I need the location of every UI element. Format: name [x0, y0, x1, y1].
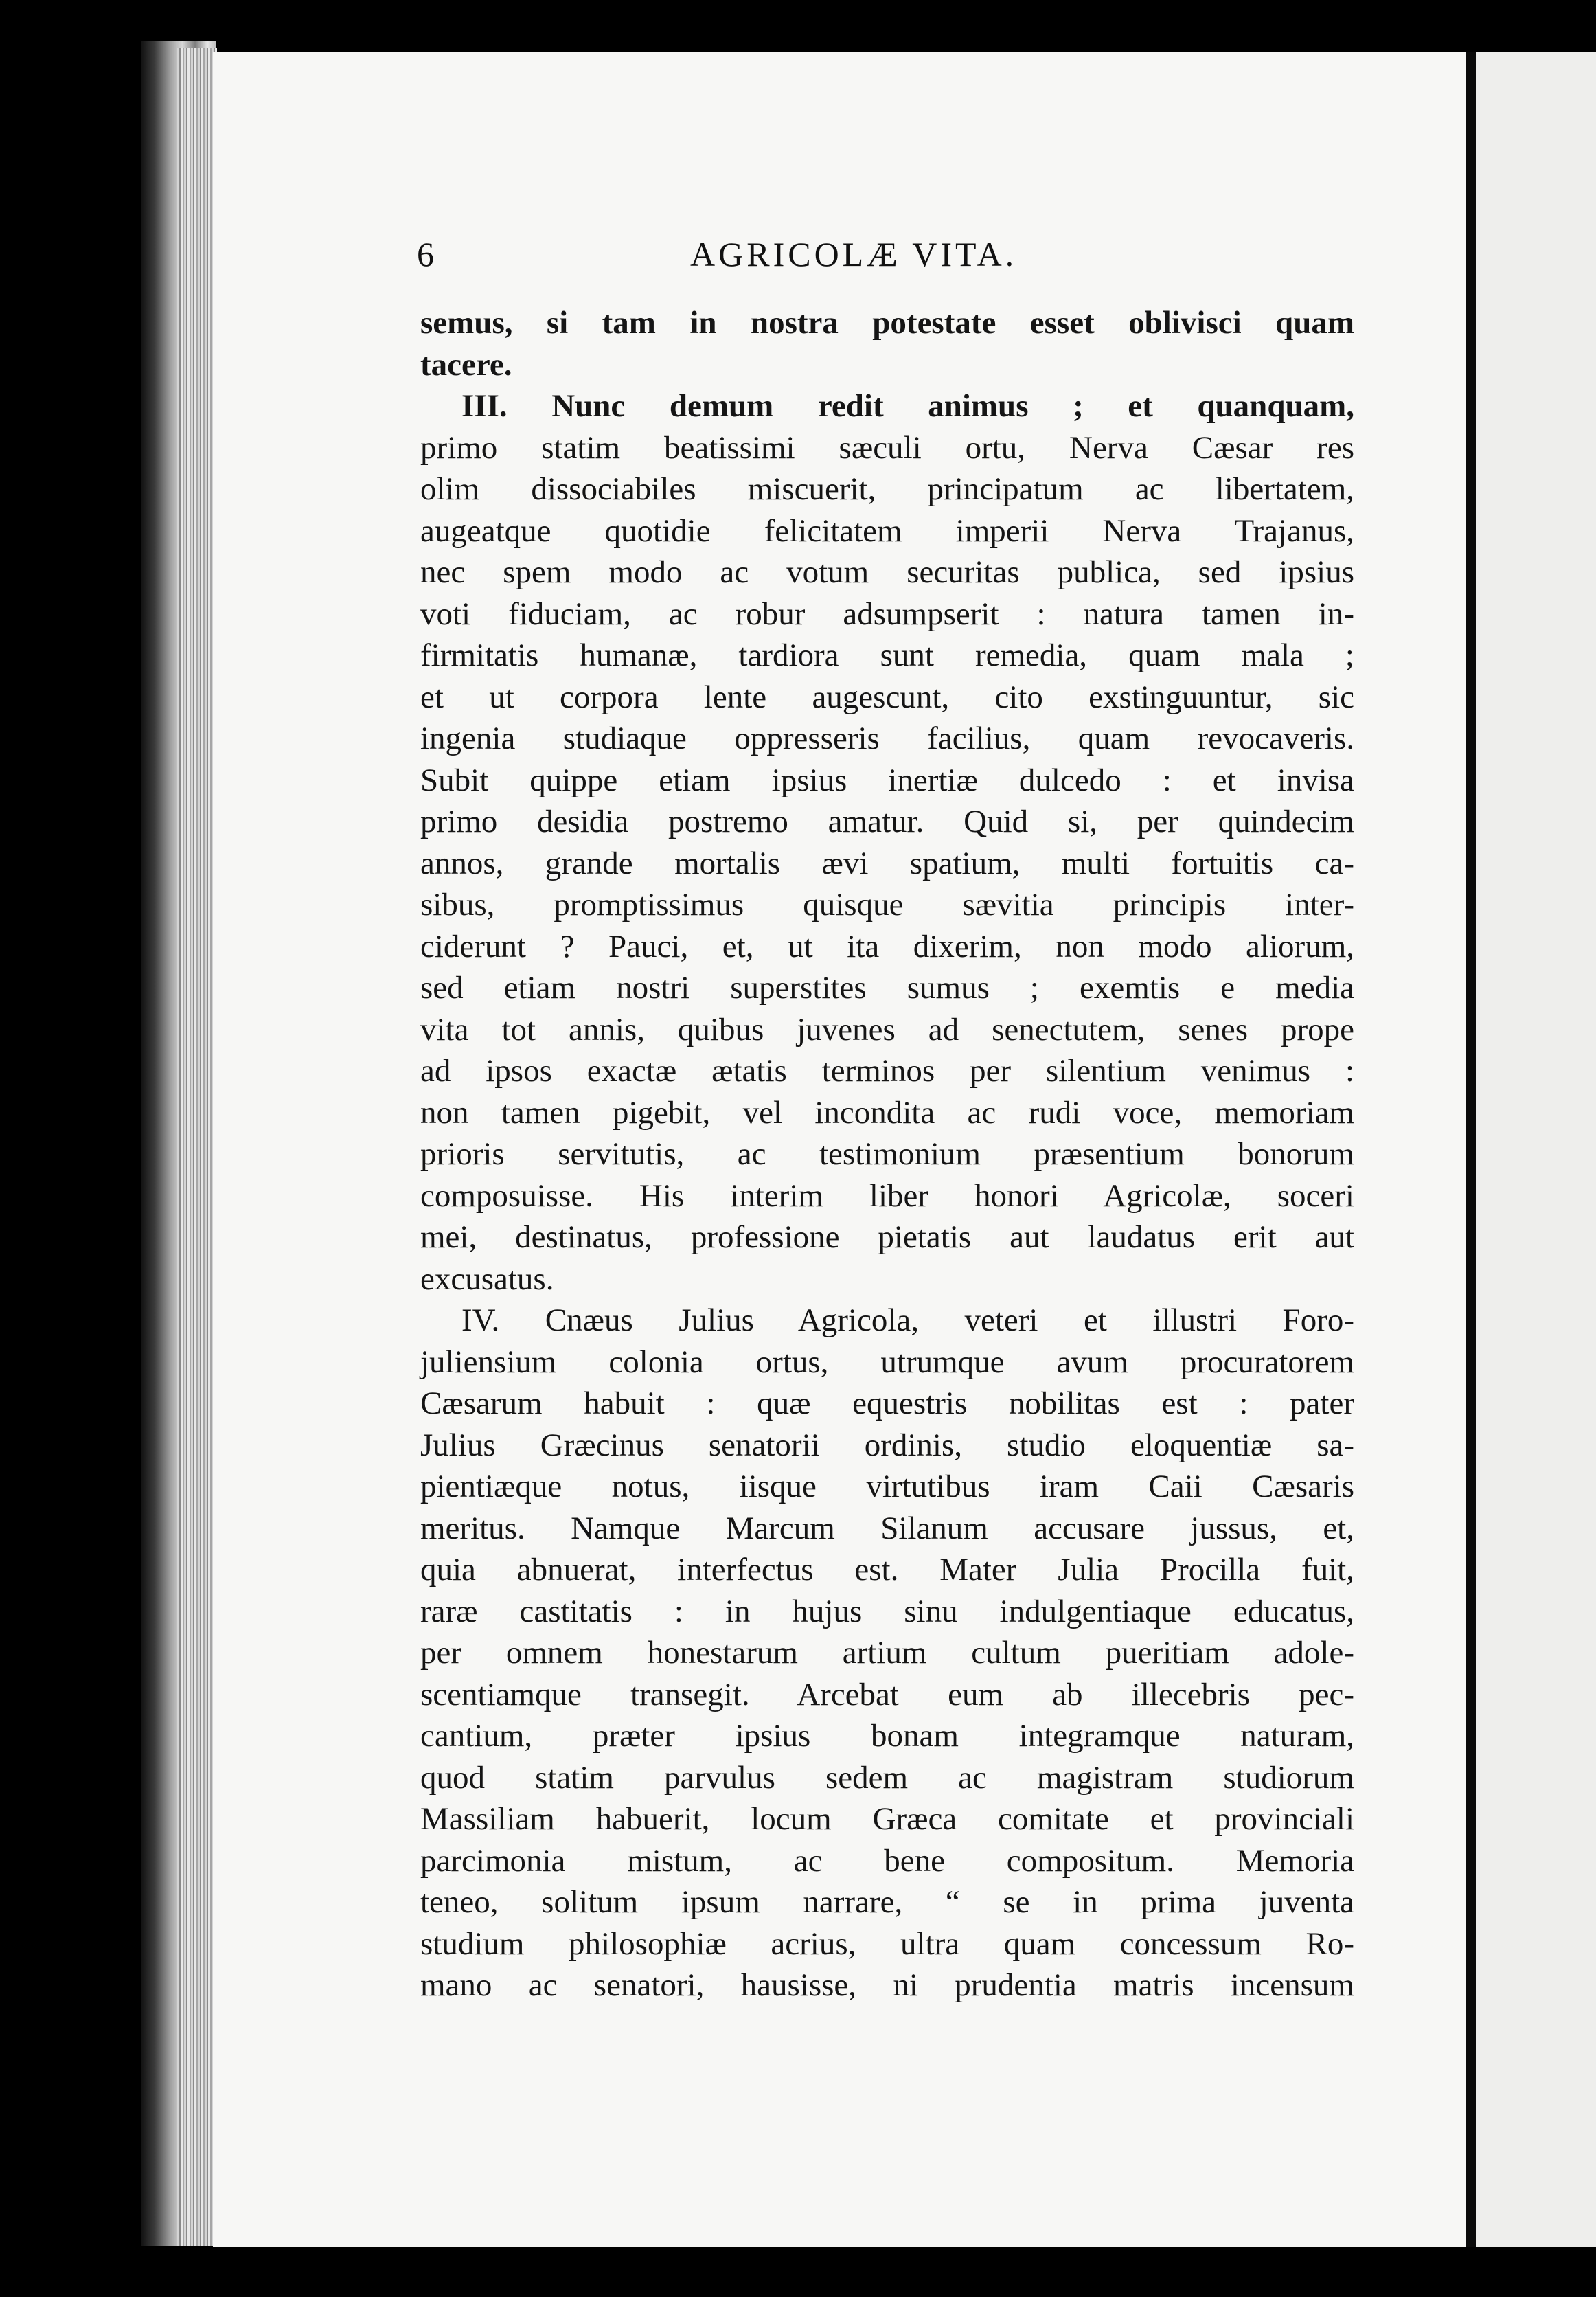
page-gutter-shadow [1466, 52, 1476, 2247]
page-edges [177, 48, 217, 2246]
text-line: primo desidia postremo amatur. Quid si, per quindecim [420, 804, 1354, 839]
running-title-text: AGRICOLÆ VITA. [690, 235, 1018, 273]
text-line: ad ipsos exactæ ætatis terminos per silentium venimus : [420, 1053, 1354, 1089]
text-line: non tamen pigebit, vel incondita ac rudi voce, memoriam [420, 1094, 1354, 1131]
text-line: III. Nunc demum redit animus ; et quanquam, [461, 388, 1354, 424]
text-line: voti fiduciam, ac robur adsumpserit : natura tamen in- [420, 596, 1354, 632]
text-line: meritus. Namque Marcum Silanum accusare jussus, et, [420, 1510, 1354, 1546]
text-line: ingenia studiaque oppresseris facilius, quam revocaveris. [420, 721, 1354, 756]
text-line: composuisse. His interim liber honori Agricolæ, soceri [420, 1177, 1354, 1214]
text-line: semus, si tam in nostra potestate esset oblivisci quam [420, 305, 1354, 341]
text-line: augeatque quotidie felicitatem imperii Nerva Trajanus, [420, 512, 1354, 549]
text-line: per omnem honestarum artium cultum pueritiam adole- [420, 1635, 1354, 1671]
text-line: sed etiam nostri superstites sumus ; exemtis e media [420, 970, 1354, 1006]
text-line: olim dissociabiles miscuerit, principatum ac libertatem, [420, 471, 1354, 507]
text-line: firmitatis humanæ, tardiora sunt remedia, quam mala ; [420, 637, 1354, 673]
text-line: annos, grande mortalis ævi spatium, multi fortuitis ca- [420, 845, 1354, 881]
text-line: parcimonia mistum, ac bene compositum. Memoria [420, 1842, 1354, 1879]
text-line: Julius Græcinus senatorii ordinis, studio eloquentiæ sa- [420, 1427, 1354, 1463]
page-number: 6 [417, 235, 434, 273]
text-line: pientiæque notus, iisque virtutibus iram Caii Cæsaris [420, 1469, 1354, 1504]
text-line: Subit quippe etiam ipsius inertiæ dulcedo : et invisa [420, 762, 1354, 798]
text-line: scentiamque transegit. Arcebat eum ab illecebris pec- [420, 1676, 1354, 1712]
text-line: quod statim parvulus sedem ac magistram studiorum [420, 1759, 1354, 1796]
text-line: mei, destinatus, professione pietatis aut laudatus erit aut [420, 1219, 1354, 1255]
text-line: IV. Cnæus Julius Agricola, veteri et illustri Foro- [461, 1302, 1354, 1338]
text-line: primo statim beatissimi sæculi ortu, Nerva Cæsar res [420, 429, 1354, 466]
text-line: quia abnuerat, interfectus est. Mater Julia Procilla fuit, [420, 1552, 1354, 1587]
text-line: cantium, præter ipsius bonam integramque naturam, [420, 1718, 1354, 1754]
body-text [420, 302, 1354, 2006]
text-line: raræ castitatis : in hujus sinu indulgentiaque educatus, [420, 1593, 1354, 1629]
facing-page-edge [1476, 52, 1596, 2247]
text-line: nec spem modo ac votum securitas publica, sed ipsius [420, 554, 1354, 590]
running-title [690, 227, 1102, 282]
text-line: Massiliam habuerit, locum Græca comitate et provinciali [420, 1801, 1354, 1837]
text-line: excusatus. [420, 1260, 554, 1297]
text-line: studium philosophiæ acrius, ultra quam concessum Ro- [420, 1925, 1354, 1962]
text-line: juliensium colonia ortus, utrumque avum procuratorem [420, 1344, 1354, 1380]
text-line: teneo, solitum ipsum narrare, “ se in prima juventa [420, 1884, 1354, 1920]
text-line: Cæsarum habuit : quæ equestris nobilitas est : pater [420, 1385, 1354, 1421]
text-line: ciderunt ? Pauci, et, ut ita dixerim, non modo aliorum, [420, 928, 1354, 964]
text-line: vita tot annis, quibus juvenes ad senectutem, senes prope [420, 1011, 1354, 1048]
text-line: sibus, promptissimus quisque sævitia principis inter- [420, 887, 1354, 923]
text-line: prioris servitutis, ac testimonium præsentium bonorum [420, 1136, 1354, 1172]
text-line: tacere. [420, 346, 512, 383]
text-line: et ut corpora lente augescunt, cito exstinguuntur, sic [420, 679, 1354, 715]
text-line: mano ac senatori, hausisse, ni prudentia matris incensum [420, 1967, 1354, 2003]
